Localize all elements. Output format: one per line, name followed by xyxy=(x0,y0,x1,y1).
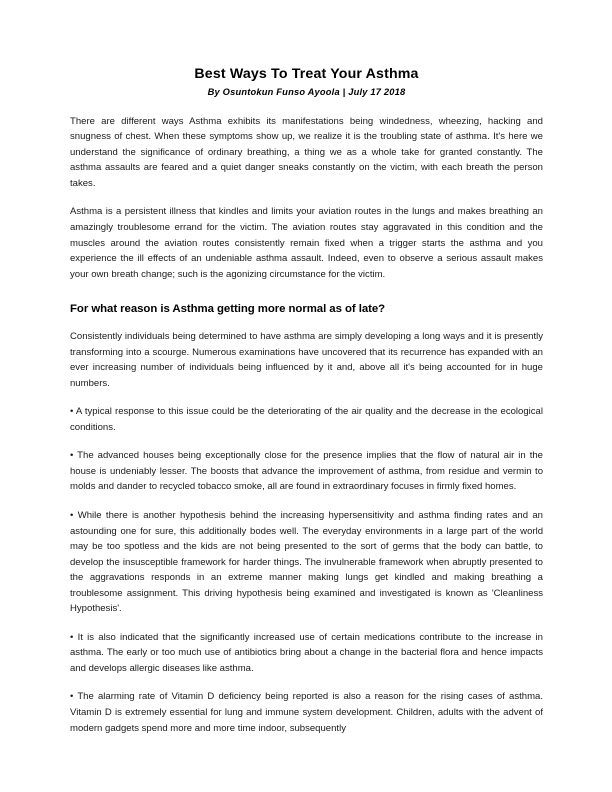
document-content xyxy=(70,0,543,749)
author-byline: By Osuntokun Funso Ayoola | July 17 2018 xyxy=(207,86,406,97)
paragraph: Asthma is a persistent illness that kindles and limits your aviation routes in the lungs and makes breathing an amazingly troublesome errand for the victim. The aviation routes stay aggravated in this condition and the muscles around the aviation routes consistently remain fixed when a trigger starts the asthma and you experience the ill effects of an undeniable asthma assault. Indeed, even to observe a serious assault makes your own breath change; such is the agonizing circumstance for the victim. xyxy=(70,206,543,280)
paragraph: Consistently individuals being determined to have asthma are simply developing a long ways and it is presently transforming into a scourge. Numerous examinations have uncovered that its recurrence has expanded with an ever increasing number of individuals being influenced by it and, above all it's being accounted for in huge numbers. xyxy=(70,331,543,389)
bullet-item: • A typical response to this issue could be the deteriorating of the air quality and the decrease in the ecological conditions. xyxy=(70,406,543,433)
bullet-item: • The alarming rate of Vitamin D deficiency being reported is also a reason for the rising cases of asthma. Vitamin D is extremely essential for lung and immune system development. Children, adults with the advent of modern gadgets spend more and more time indoor, subsequently xyxy=(70,691,543,734)
bullet-item: • While there is another hypothesis behind the increasing hypersensitivity and asthma finding rates and an astounding one for sure, this additionally bodes well. The everyday environments in a large part of the world may be too spotless and the kids are not being presented to the sort of germs that the body can battle, to develop the insusceptible framework for harder things. The invulnerable framework when abruptly presented to the aggravations responds in an extreme manner making lungs get kindled and making breathing a troublesome assignment. This driving hypothesis being examined and investigated is known as 'Cleanliness Hypothesis'. xyxy=(70,509,543,615)
paragraph: There are different ways Asthma exhibits its manifestations being windedness, wheezing, hacking and snugness of chest. When these symptoms show up, we realize it is the troubling state of asthma. It's here we understand the significance of ordinary breathing, a thing we as a whole take for granted constantly. The asthma assaults are feared and a quiet danger sneaks constantly on the victim, with each breath the person takes. xyxy=(70,115,543,189)
section-heading: For what reason is Asthma getting more normal as of late? xyxy=(70,303,386,316)
page-title: Best Ways To Treat Your Asthma xyxy=(194,66,419,82)
bullet-item: • It is also indicated that the significantly increased use of certain medications contribute to the increase in asthma. The early or too much use of antibiotics bring about a change in the bacterial flora and hence impacts and develops allergic diseases like asthma. xyxy=(70,631,543,674)
bullet-item: • The advanced houses being exceptionally close for the presence implies that the flow of natural air in the house is undeniably lesser. The boosts that advance the improvement of asthma, from residue and vermin to molds and dander to recycled tobacco smoke, all are found in extraordinary focuses in firmly fixed homes. xyxy=(70,450,543,493)
article-body xyxy=(70,114,543,736)
